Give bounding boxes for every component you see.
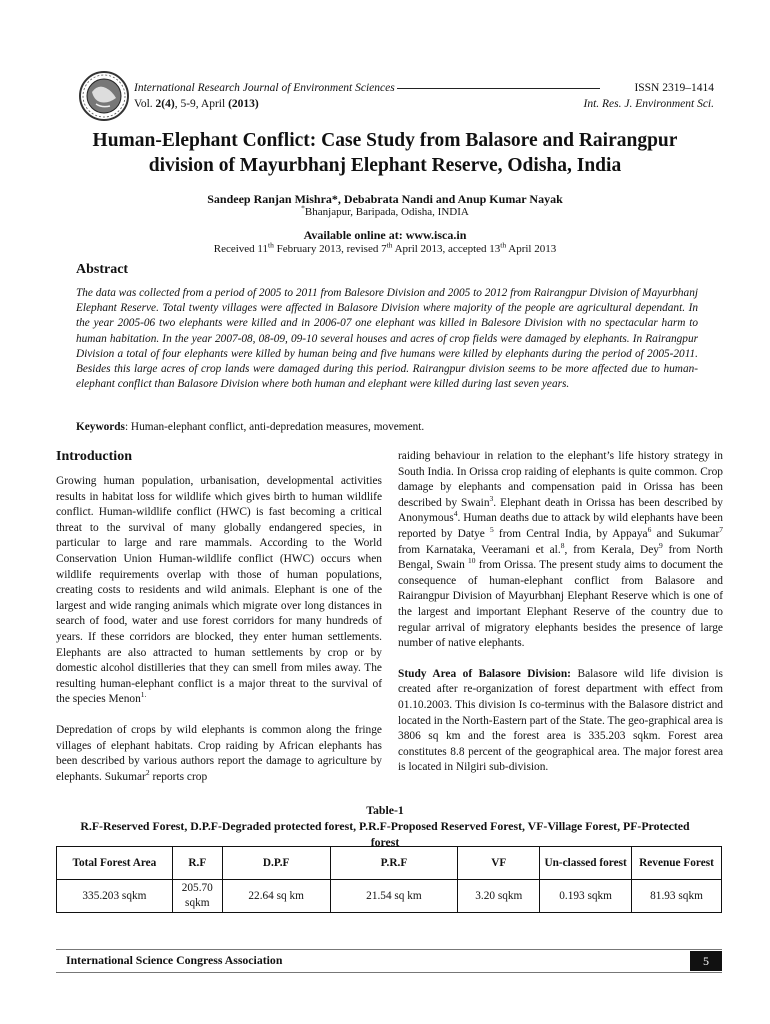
title-line-1: Human-Elephant Conflict: Case Study from Balasore and Rairangpur	[92, 130, 678, 151]
table-cell: 0.193 sqkm	[540, 880, 632, 913]
authors: Sandeep Ranjan Mishra*, Debabrata Nandi and Anup Kumar Nayak	[207, 192, 563, 206]
table-cell: 22.64 sq km	[222, 880, 330, 913]
table-header-cell: Revenue Forest	[632, 847, 722, 880]
table-row	[57, 880, 722, 913]
table-cell: 205.70 sqkm	[172, 880, 222, 913]
table-header-cell: R.F	[172, 847, 222, 880]
table-header-cell: VF	[458, 847, 540, 880]
table-header-cell: D.P.F	[222, 847, 330, 880]
table-caption-line-1: R.F-Reserved Forest, D.P.F-Degraded protected forest, P.R.F-Proposed Reserved Forest, VF-Village Forest, PF-Protected	[80, 819, 690, 833]
table-caption	[40, 802, 730, 850]
table-header-cell: Total Forest Area	[57, 847, 173, 880]
study-area-paragraph: Study Area of Balasore Division: Balasore wild life division is created after re-organization of forest department with effect from 01.10.2003. This division Is co-terminus with the Balasore district and located in the North-Eastern part of the State. The geo-graphical area is 3806 sq km and the forest area is 335.203 sqkm. Forest area constitutes 8.8 percent of the geographical area. The major forest area is located in Nilgiri sub-division.	[398, 667, 723, 774]
table-caption-line-2: forest	[370, 835, 400, 849]
introduction-heading: Introduction	[56, 449, 132, 464]
affiliation: *Bhanjapur, Baripada, Odisha, INDIA	[301, 203, 469, 218]
journal-name: International Research Journal of Environment Sciences	[134, 82, 395, 94]
table-header-cell: Un-classed forest	[540, 847, 632, 880]
table-cell: 81.93 sqkm	[632, 880, 722, 913]
abstract-text: The data was collected from a period of 2005 to 2011 from Balesore Division and 2005 to 2012 from Rairangpur Division of Mayurbhanj Elephant Reserve. Total twenty villages were affected in Balasore Division where majority of the people are agricultural dependant. In the year 2005-06 two elephants were killed and in 2006-07 one elephant was killed in Balesore Division with no spectacular harm to human habitation. In the year 2007-08, 08-09, 09-10 several houses and acres of crop fields were damaged by elephants. In Rairangpur Division a total of four elephants were killed by human being and five humans were killed by elephants during the period of 2005-2011. Besides this large acres of crop lands were damaged during this period. Rairangpur division seems to be more affected due to human-elephant conflict than Balasore Division where both human and elephant were killed during last seven years.	[76, 287, 698, 391]
received-dates: Received 11th February 2013, revised 7th April 2013, accepted 13th April 2013	[213, 240, 557, 255]
paper-title	[40, 128, 730, 178]
journal-header	[134, 80, 714, 96]
table-header-row	[57, 847, 722, 880]
footer-association: International Science Congress Association	[66, 953, 283, 967]
intro-paragraph-continued: raiding behaviour in relation to the elephant’s life history strategy in South India. In Orissa crop raiding of elephants is quite common. Crop damage by elephants and compensation paid in Orissa has been described by Swain$^3$. Elephant death in Orissa has been described by Anonymous$^4$. Human deaths due to attack by wild elephants have been reported by Datye $^5$ from Central India, by Appaya$^6$ and Sukumar$^7$ from Karnataka, Veeramani et al.$^8$, from Kerala, Dey$^9$ from North Bengal, Swain $^{10}$ from Orissa. The present study aims to document the consequence of human-elephant conflict from Balasore and Rairangpur Division of Mayurbhanj Elephant Reserve which is one of the largest and important Elephant Reserve of the country due to regular arrival of migratory elephants besides the presence of large number of native elephants.	[398, 450, 723, 650]
right-column	[398, 449, 723, 776]
keywords: Keywords: Human-elephant conflict, anti-depredation measures, movement.	[76, 421, 425, 433]
volume-info: Vol. 2(4), 5-9, April (2013)	[134, 98, 259, 110]
table-cell: 21.54 sq km	[330, 880, 458, 913]
intro-paragraph-2: Depredation of crops by wild elephants is common along the fringe villages of elephant habitats. Crop raiding by African elephants has been described by various authors report the damage to agriculture by elephants. Sukumar$^2$ reports crop	[56, 723, 382, 783]
journal-short-name: Int. Res. J. Environment Sci.	[583, 98, 714, 110]
volume-line	[134, 96, 714, 112]
abstract-heading: Abstract	[76, 262, 129, 277]
available-online: Available online at: www.isca.in	[303, 228, 467, 242]
table-header-cell: P.R.F	[330, 847, 458, 880]
page-number: 5	[690, 951, 722, 971]
intro-paragraph-1: Growing human population, urbanisation, developmental activities results in habitat loss for wildlife which gives birth to human wildlife conflict. Human-wildlife conflict (HWC) is fast becoming a critical threat to the survival of many globally endangered species, in particular to large and rare mammals. According to the World Conservation Union Human-wildlife conflict (HWC) occurs when wildlife requirements overlap with those of human populations, creating costs to residents and wild animals. Elephant is one of the largest and wide ranging animals which migrate over long distances in search of food, water and use forest corridors for many hundreds of years. If these corridors are blocked, they enter human settlements. Elephants are also attracted to human settlements by crop or by domestic alcohol distilleries that they can smell from miles away. The resulting human-elephant conflict is a major threat to the survival of the species Menon$^{1.}$	[56, 475, 382, 706]
table-cell: 3.20 sqkm	[458, 880, 540, 913]
table-label: Table-1	[366, 803, 404, 817]
table-cell: 335.203 sqkm	[57, 880, 173, 913]
issn: ISSN 2319–1414	[634, 82, 714, 94]
title-line-2: division of Mayurbhanj Elephant Reserve, Odisha, India	[148, 155, 622, 176]
journal-logo-icon	[78, 70, 130, 122]
left-column	[56, 474, 382, 785]
forest-area-table	[56, 846, 722, 913]
header-rule	[397, 88, 600, 89]
